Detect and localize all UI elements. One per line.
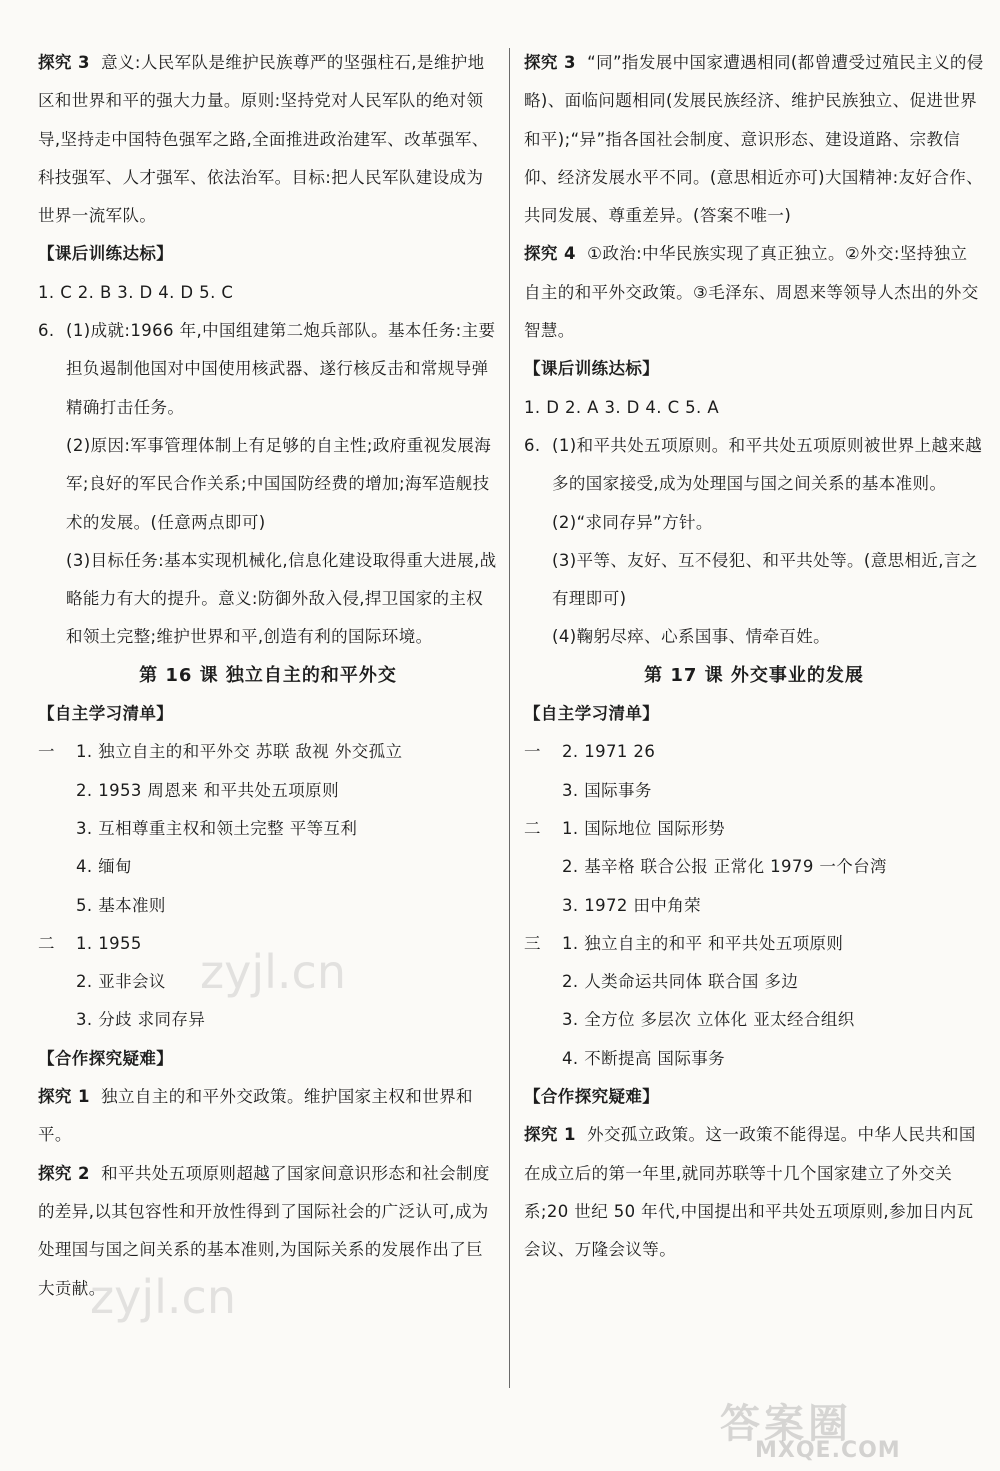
kehou-heading: 【课后训练达标】 <box>38 244 174 264</box>
zizhu-heading: 【自主学习清单】 <box>524 704 660 724</box>
watermark-url: MXQE.COM <box>755 1438 901 1463</box>
list-item: 一 1. 独立自主的和平外交 苏联 敌视 外交孤立 <box>38 742 403 762</box>
kehou-answers: 1. D 2. A 3. D 4. C 5. A <box>524 397 720 417</box>
kehou-heading: 【课后训练达标】 <box>524 359 660 379</box>
list-item: 2. 亚非会议 <box>76 972 166 992</box>
q6-part1: 6. (1)成就:1966 年,中国组建第二炮兵部队。基本任务:主要担负遏制他国对中国使用核武器、遂行核反击和常规导弹精确打击任务。 <box>38 312 498 427</box>
q6-part2: (2)“求同存异”方针。 <box>552 512 713 532</box>
tanjiu-1-paragraph: 探究 1 独立自主的和平外交政策。维护国家主权和世界和平。 <box>38 1087 473 1145</box>
tanjiu-3-label: 探究 3 <box>38 53 90 72</box>
tanjiu-1-paragraph: 探究 1 外交孤立政策。这一政策不能得逞。中华人民共和国在成立后的第一年里,就同苏联等十几个国家建立了外交关系;20 世纪 50 年代,中国提出和平共处五项原则,参加日内瓦会议、万隆会议等。 <box>524 1125 976 1260</box>
list-item: 二 1. 国际地位 国际形势 <box>524 818 726 838</box>
tanjiu-4-paragraph: 探究 4 ①政治:中华民族实现了真正独立。②外交:坚持独立自主的和平外交政策。③毛泽东、周恩来等领导人杰出的外交智慧。 <box>524 244 979 341</box>
tanjiu-2-paragraph: 探究 2 和平共处五项原则超越了国家间意识形态和社会制度的差异,以其包容性和开放性得到了国际社会的广泛认可,成为处理国与国之间关系的基本准则,为国际关系的发展作出了巨大贡献。 <box>38 1163 490 1298</box>
list-item: 一 2. 1971 26 <box>524 742 656 762</box>
lesson-16-title: 第 16 课 独立自主的和平外交 <box>139 664 397 686</box>
list-item: 三 1. 独立自主的和平 和平共处五项原则 <box>524 933 844 953</box>
list-item: 4. 不断提高 国际事务 <box>562 1048 726 1068</box>
list-item: 3. 1972 田中角荣 <box>562 895 702 915</box>
list-item: 3. 互相尊重主权和领土完整 平等互利 <box>76 818 358 838</box>
list-item: 二 1. 1955 <box>38 933 142 953</box>
watermark-logo: 答案圈 <box>720 1401 852 1447</box>
watermark-zyjl: zyjl.cn <box>200 945 346 999</box>
list-item: 3. 分歧 求同存异 <box>76 1010 206 1030</box>
q6-part3: (3)平等、友好、互不侵犯、和平共处等。(意思相近,言之有理即可) <box>552 550 978 609</box>
watermark-zyjl: zyjl.cn <box>90 1270 236 1324</box>
list-item: 3. 全方位 多层次 立体化 亚太经合组织 <box>562 1010 855 1030</box>
q6-part2: (2)原因:军事管理体制上有足够的自主性;政府重视发展海军;良好的军民合作关系;中国国防经费的增加;海军造舰技术的发展。(任意两点即可) <box>66 435 492 532</box>
tanjiu-3-text: 意义:人民军队是维护民族尊严的坚强柱石,是维护地区和世界和平的强大力量。原则:坚持党对人民军队的绝对领导,坚持走中国特色强军之路,全面推进政治建军、改革强军、科技强军、人才强军、依法治军。目标:把人民军队建设成为世界一流军队。 <box>38 53 489 226</box>
zizhu-heading: 【自主学习清单】 <box>38 704 174 724</box>
hezuo-heading: 【合作探究疑难】 <box>38 1048 174 1068</box>
left-column <box>38 44 498 1308</box>
lesson-17-title: 第 17 课 外交事业的发展 <box>644 664 864 686</box>
q6-number: 6. <box>38 321 55 341</box>
list-item: 2. 1953 周恩来 和平共处五项原则 <box>76 780 339 800</box>
list-item: 3. 国际事务 <box>562 780 652 800</box>
list-item: 2. 基辛格 联合公报 正常化 1979 一个台湾 <box>562 857 887 877</box>
tanjiu-3-paragraph <box>38 44 498 235</box>
list-item: 2. 人类命运共同体 联合国 多边 <box>562 972 799 992</box>
list-item: 5. 基本准则 <box>76 895 166 915</box>
q6-part3: (3)目标任务:基本实现机械化,信息化建设取得重大进展,战略能力有大的提升。意义:防御外敌入侵,捍卫国家的主权和领土完整;维护世界和平,创造有利的国际环境。 <box>66 550 497 647</box>
q6-part1: 6. (1)和平共处五项原则。和平共处五项原则被世界上越来越多的国家接受,成为处理国与国之间关系的基本准则。 <box>524 435 983 494</box>
kehou-answers: 1. C 2. B 3. D 4. D 5. C <box>38 282 234 302</box>
q6-part4: (4)鞠躬尽瘁、心系国事、情牵百姓。 <box>552 627 831 647</box>
list-item: 4. 缅甸 <box>76 857 132 877</box>
column-divider <box>509 48 510 1388</box>
tanjiu-3-paragraph: 探究 3 “同”指发展中国家遭遇相同(都曾遭受过殖民主义的侵略)、面临问题相同(发展民族经济、维护民族独立、促进世界和平);“异”指各国社会制度、意识形态、建设道路、宗教信仰、经济发展水平不同。(意思相近亦可)大国精神:友好合作、共同发展、尊重差异。(答案不唯一) <box>524 53 984 226</box>
hezuo-heading: 【合作探究疑难】 <box>524 1087 660 1107</box>
right-column <box>524 44 984 1270</box>
